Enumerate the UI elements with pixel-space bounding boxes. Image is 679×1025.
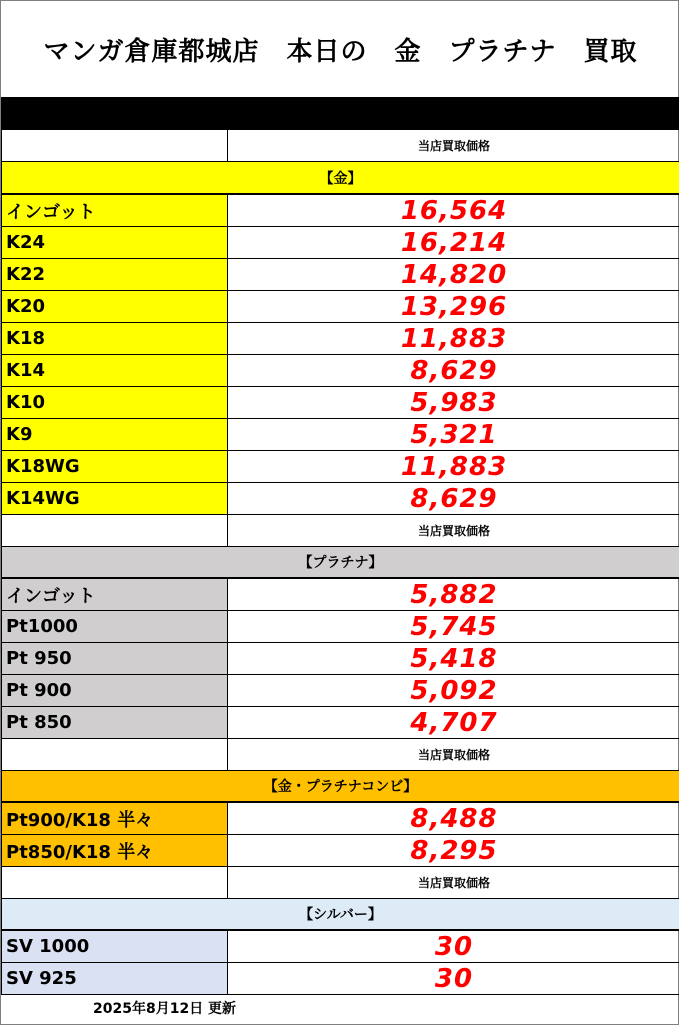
table-row (1, 290, 679, 322)
item-price: 8,629 (410, 355, 498, 386)
price-header-label: 当店買取価格 (227, 514, 679, 547)
table-row (1, 674, 679, 706)
price-header-row (1, 866, 679, 898)
item-price: 4,707 (410, 707, 498, 738)
item-price: 5,882 (410, 579, 498, 610)
item-price-cell (227, 834, 679, 867)
section-combo-label: 【金・プラチナコンビ】 (1, 770, 679, 802)
item-name: K9 (1, 418, 228, 451)
item-price: 5,983 (410, 387, 498, 418)
table-row (1, 482, 679, 514)
item-name: Pt1000 (1, 610, 228, 643)
item-name: インゴット (1, 194, 228, 227)
item-price-cell (227, 642, 679, 675)
item-name: K14WG (1, 482, 228, 515)
table-row (1, 354, 679, 386)
section-silver-label: 【シルバー】 (1, 898, 679, 930)
item-name: K24 (1, 226, 228, 259)
table-row (1, 226, 679, 258)
header-blank-cell (1, 129, 228, 162)
table-row (1, 258, 679, 290)
item-price-cell (227, 930, 679, 963)
price-header-row (1, 738, 679, 770)
item-name: インゴット (1, 578, 228, 611)
table-row (1, 642, 679, 674)
header-blank-cell (1, 738, 228, 771)
item-price: 13,296 (400, 291, 508, 322)
price-header-row (1, 514, 679, 546)
updated-date: 2025年8月12日 更新 (93, 1001, 237, 1017)
item-price-cell (227, 290, 679, 323)
item-name: SV 1000 (1, 930, 228, 963)
price-header-label: 当店買取価格 (227, 129, 679, 162)
table-row (1, 834, 679, 866)
table-row (1, 322, 679, 354)
item-price: 30 (434, 931, 474, 962)
table-row (1, 578, 679, 610)
item-price: 8,295 (410, 835, 498, 866)
item-price-cell (227, 418, 679, 451)
table-row (1, 194, 679, 226)
table-row (1, 418, 679, 450)
item-price-cell (227, 226, 679, 259)
item-price: 11,883 (400, 323, 508, 354)
item-price: 14,820 (400, 259, 508, 290)
item-name: Pt900/K18 半々 (1, 802, 228, 835)
item-price-cell (227, 354, 679, 387)
item-price: 11,883 (400, 451, 508, 482)
item-name: Pt850/K18 半々 (1, 834, 228, 867)
header-blank-cell (1, 514, 228, 547)
table-row (1, 450, 679, 482)
item-price-cell (227, 258, 679, 291)
item-price: 30 (434, 963, 474, 994)
item-name: K20 (1, 290, 228, 323)
table-row (1, 962, 679, 994)
item-name: K10 (1, 386, 228, 419)
item-price-cell (227, 578, 679, 611)
table-row (1, 802, 679, 834)
section-gold-label: 【金】 (1, 161, 679, 194)
item-price-cell (227, 962, 679, 995)
item-price: 5,092 (410, 675, 498, 706)
table-row (1, 610, 679, 642)
item-name: Pt 850 (1, 706, 228, 739)
table-row (1, 706, 679, 738)
item-price-cell (227, 706, 679, 739)
item-price-cell (227, 482, 679, 515)
item-price-cell (227, 386, 679, 419)
item-name: K22 (1, 258, 228, 291)
section-platinum-label: 【プラチナ】 (1, 546, 679, 578)
item-price-cell (227, 674, 679, 707)
price-header-label: 当店買取価格 (227, 738, 679, 771)
item-price-cell (227, 322, 679, 355)
item-price: 8,488 (410, 803, 498, 834)
item-price-cell (227, 450, 679, 483)
item-price: 5,418 (410, 643, 498, 674)
item-price: 16,214 (400, 227, 508, 258)
price-header-row (1, 129, 679, 161)
item-name: Pt 900 (1, 674, 228, 707)
item-price-cell (227, 194, 679, 227)
item-price-cell (227, 610, 679, 643)
item-name: SV 925 (1, 962, 228, 995)
price-header-label: 当店買取価格 (227, 866, 679, 899)
item-price-cell (227, 802, 679, 835)
item-price: 5,321 (410, 419, 498, 450)
table-row (1, 386, 679, 418)
item-price: 8,629 (410, 483, 498, 514)
item-price: 16,564 (400, 195, 508, 226)
item-name: K18WG (1, 450, 228, 483)
item-price: 5,745 (410, 611, 498, 642)
page-title: マンガ倉庫都城店 本日の 金 プラチナ 買取 (43, 36, 638, 67)
item-name: K14 (1, 354, 228, 387)
item-name: K18 (1, 322, 228, 355)
header-blank-cell (1, 866, 228, 899)
item-name: Pt 950 (1, 642, 228, 675)
table-row (1, 930, 679, 962)
header-bar (1, 97, 679, 129)
